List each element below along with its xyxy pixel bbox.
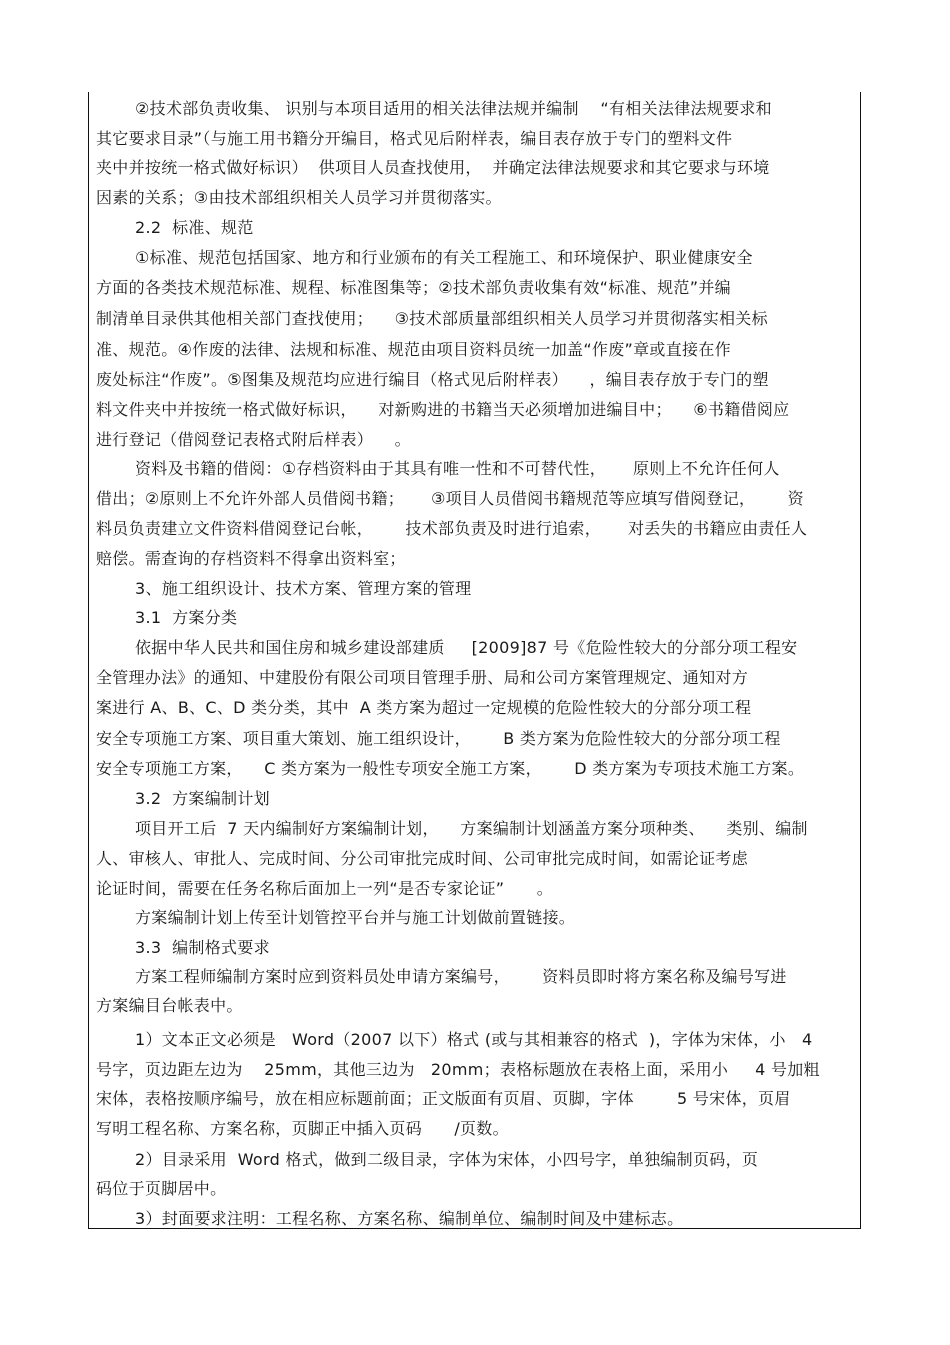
- text-line: 因素的关系；③由技术部组织相关人员学习并贯彻落实。: [96, 188, 502, 207]
- text-line: 赔偿。需查询的存档资料不得拿出资料室；: [96, 549, 406, 568]
- text-line: 案进行 A、B、C、D 类分类，其中 A 类方案为超过一定规模的危险性较大的分部分项工程: [96, 698, 752, 717]
- text-line: 方面的各类技术规范标准、规程、标准图集等；②技术部负责收集有效“标准、规范”并编: [96, 278, 731, 297]
- section-heading: 2.2 标准、规范: [135, 218, 254, 237]
- text-line: 方案工程师编制方案时应到资料员处申请方案编号， 资料员即时将方案名称及编号写进: [135, 967, 787, 986]
- text-line: 人、审核人、审批人、完成时间、分公司审批完成时间、公司审批完成时间，如需论证考虑: [96, 849, 749, 868]
- text-line: 料员负责建立文件资料借阅登记台帐， 技术部负责及时进行追索， 对丢失的书籍应由责任人: [96, 519, 808, 538]
- section-heading: 3、施工组织设计、技术方案、管理方案的管理: [135, 579, 472, 598]
- text-line: 写明工程名称、方案名称，页脚正中插入页码 /页数。: [96, 1119, 509, 1138]
- text-line: 料文件夹中并按统一格式做好标识， 对新购进的书籍当天必须增加进编目中； ⑥书籍借阅应: [96, 400, 790, 419]
- text-line: 资料及书籍的借阅：①存档资料由于其具有唯一性和不可替代性， 原则上不允许任何人: [135, 459, 780, 478]
- text-line: 方案编目台帐表中。: [96, 996, 243, 1015]
- text-line: 借出；②原则上不允许外部人员借阅书籍； ③项目人员借阅书籍规范等应填写借阅登记， 资: [96, 489, 804, 508]
- text-line: 论证时间，需要在任务名称后面加上一列“是否专家论证” 。: [96, 879, 553, 898]
- text-line: 宋体，表格按顺序编号，放在相应标题前面；正文版面有页眉、页脚，字体 5 号宋体，页眉: [96, 1089, 791, 1108]
- section-heading: 3.2 方案编制计划: [135, 789, 270, 808]
- text-line: 1）文本正文必须是 Word（2007 以下）格式 (或与其相兼容的格式 )，字体为宋体，小 4: [135, 1030, 813, 1049]
- text-line: 进行登记（借阅登记表格式附后样表） 。: [96, 430, 411, 449]
- section-heading: 3.3 编制格式要求: [135, 938, 270, 957]
- text-line: 废处标注“作废”。⑤图集及规范均应进行编目（格式见后附样表） ，编目表存放于专门的塑: [96, 370, 769, 389]
- text-line: 码位于页脚居中。: [96, 1179, 227, 1198]
- text-line: ①标准、规范包括国家、地方和行业颁布的有关工程施工、和环境保护、职业健康安全: [135, 248, 753, 267]
- text-line: 其它要求目录”（与施工用书籍分开编目，格式见后附样表，编目表存放于专门的塑料文件: [96, 129, 733, 148]
- text-line: 方案编制计划上传至计划管控平台并与施工计划做前置链接。: [135, 908, 576, 927]
- text-line: 全管理办法》的通知、中建股份有限公司项目管理手册、局和公司方案管理规定、通知对方: [96, 668, 749, 687]
- text-line: 依据中华人民共和国住房和城乡建设部建质 [2009]87 号《危险性较大的分部分项工程安: [135, 638, 798, 657]
- text-line: 2）目录采用 Word 格式，做到二级目录，字体为宋体，小四号字，单独编制页码，页: [135, 1150, 759, 1169]
- text-line: ②技术部负责收集、 识别与本项目适用的相关法律法规并编制 “有相关法律法规要求和: [135, 99, 772, 118]
- section-heading: 3.1 方案分类: [135, 608, 238, 627]
- text-line: 3）封面要求注明：工程名称、方案名称、编制单位、编制时间及中建标志。: [135, 1209, 684, 1228]
- text-line: 安全专项施工方案、项目重大策划、施工组织设计， B 类方案为危险性较大的分部分项工程: [96, 729, 781, 748]
- text-line: 制清单目录供其他相关部门查找使用； ③技术部质量部组织相关人员学习并贯彻落实相关标: [96, 309, 768, 328]
- text-line: 号字，页边距左边为 25mm，其他三边为 20mm；表格标题放在表格上面，采用小 4 号加粗: [96, 1060, 820, 1079]
- text-line: 夹中并按统一格式做好标识） 供项目人员查找使用， 并确定法律法规要求和其它要求与环境: [96, 158, 770, 177]
- text-line: 项目开工后 7 天内编制好方案编制计划， 方案编制计划涵盖方案分项种类、 类别、编制: [135, 819, 808, 838]
- text-line: 准、规范。④作废的法律、法规和标准、规范由项目资料员统一加盖“作废”章或直接在作: [96, 340, 731, 359]
- text-line: 安全专项施工方案， C 类方案为一般性专项安全施工方案， D 类方案为专项技术施工方案。: [96, 759, 805, 778]
